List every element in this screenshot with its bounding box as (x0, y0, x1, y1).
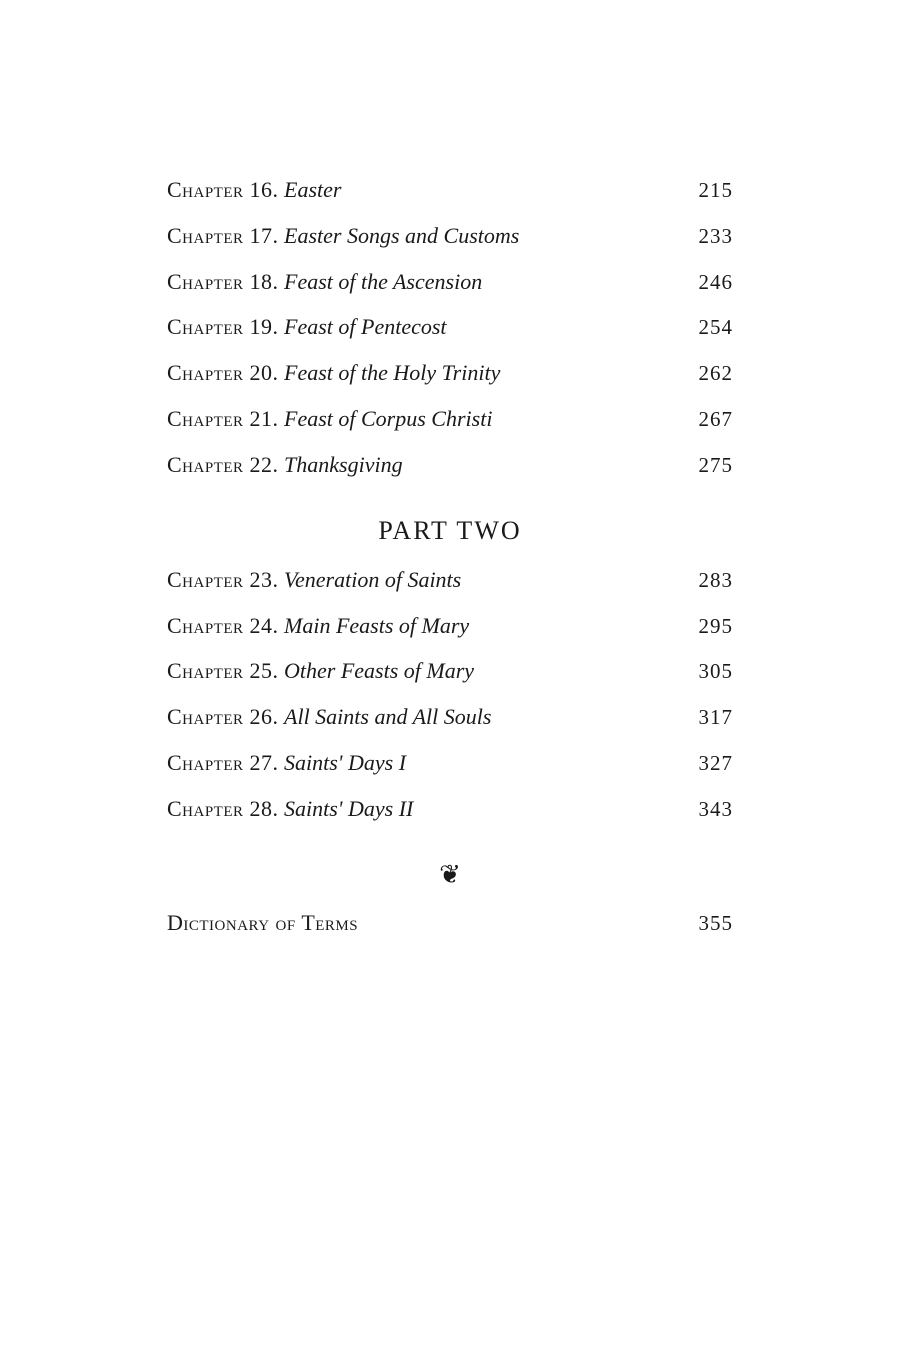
chapter-label: Chapter 28. (167, 796, 279, 821)
toc-entry[interactable] (167, 404, 733, 434)
chapter-label: Chapter 26. (167, 704, 279, 729)
chapter-label: Chapter 22. (167, 452, 279, 477)
page-number: 355 (698, 911, 733, 935)
page-number: 246 (698, 270, 733, 294)
toc-entry[interactable] (167, 611, 733, 641)
page-number: 283 (698, 568, 733, 592)
toc-entry[interactable] (167, 312, 733, 342)
chapter-title: Feast of Corpus Christi (284, 406, 493, 431)
page-number: 327 (698, 751, 733, 775)
toc-entry[interactable] (167, 794, 733, 824)
page-number: 305 (698, 659, 733, 683)
page-number: 254 (698, 315, 733, 339)
chapter-label: Chapter 18. (167, 269, 279, 294)
toc-entry[interactable] (167, 565, 733, 595)
chapter-title: Main Feasts of Mary (284, 613, 470, 638)
chapter-label: Chapter 25. (167, 658, 279, 683)
toc-entry[interactable] (167, 358, 733, 388)
toc-entry[interactable] (167, 748, 733, 778)
toc-entry[interactable] (167, 656, 733, 686)
page-number: 317 (698, 705, 733, 729)
toc-entry[interactable] (167, 450, 733, 480)
chapter-label: Chapter 19. (167, 314, 279, 339)
chapter-title: Easter (284, 177, 342, 202)
chapter-title: Feast of the Holy Trinity (284, 360, 501, 385)
page-number: 233 (698, 224, 733, 248)
ornament-fleuron-icon: ❦ (439, 860, 461, 889)
page-number: 267 (698, 407, 733, 431)
chapter-label: Chapter 23. (167, 567, 279, 592)
chapter-title: Saints' Days I (284, 750, 407, 775)
toc-entry-dictionary[interactable] (167, 908, 733, 938)
toc-entry[interactable] (167, 267, 733, 297)
chapter-title: Veneration of Saints (284, 567, 462, 592)
toc-entry[interactable] (167, 702, 733, 732)
chapter-title: Feast of the Ascension (284, 269, 483, 294)
part-two-heading: PART TWO (378, 516, 522, 545)
chapter-label: Chapter 21. (167, 406, 279, 431)
page-number: 275 (698, 453, 733, 477)
chapter-title: Thanksgiving (284, 452, 403, 477)
page-number: 262 (698, 361, 733, 385)
chapter-label: Chapter 17. (167, 223, 279, 248)
chapter-title: Easter Songs and Customs (284, 223, 520, 248)
chapter-label: Chapter 16. (167, 177, 279, 202)
chapter-label: Chapter 20. (167, 360, 279, 385)
toc-entry[interactable] (167, 175, 733, 205)
page-number: 215 (698, 178, 733, 202)
toc-entry[interactable] (167, 221, 733, 251)
dictionary-label: Dictionary of Terms (167, 910, 359, 935)
chapter-title: All Saints and All Souls (284, 704, 492, 729)
chapter-label: Chapter 24. (167, 613, 279, 638)
page-number: 343 (698, 797, 733, 821)
chapter-title: Saints' Days II (284, 796, 414, 821)
page-number: 295 (698, 614, 733, 638)
chapter-label: Chapter 27. (167, 750, 279, 775)
chapter-title: Feast of Pentecost (284, 314, 447, 339)
chapter-title: Other Feasts of Mary (284, 658, 475, 683)
